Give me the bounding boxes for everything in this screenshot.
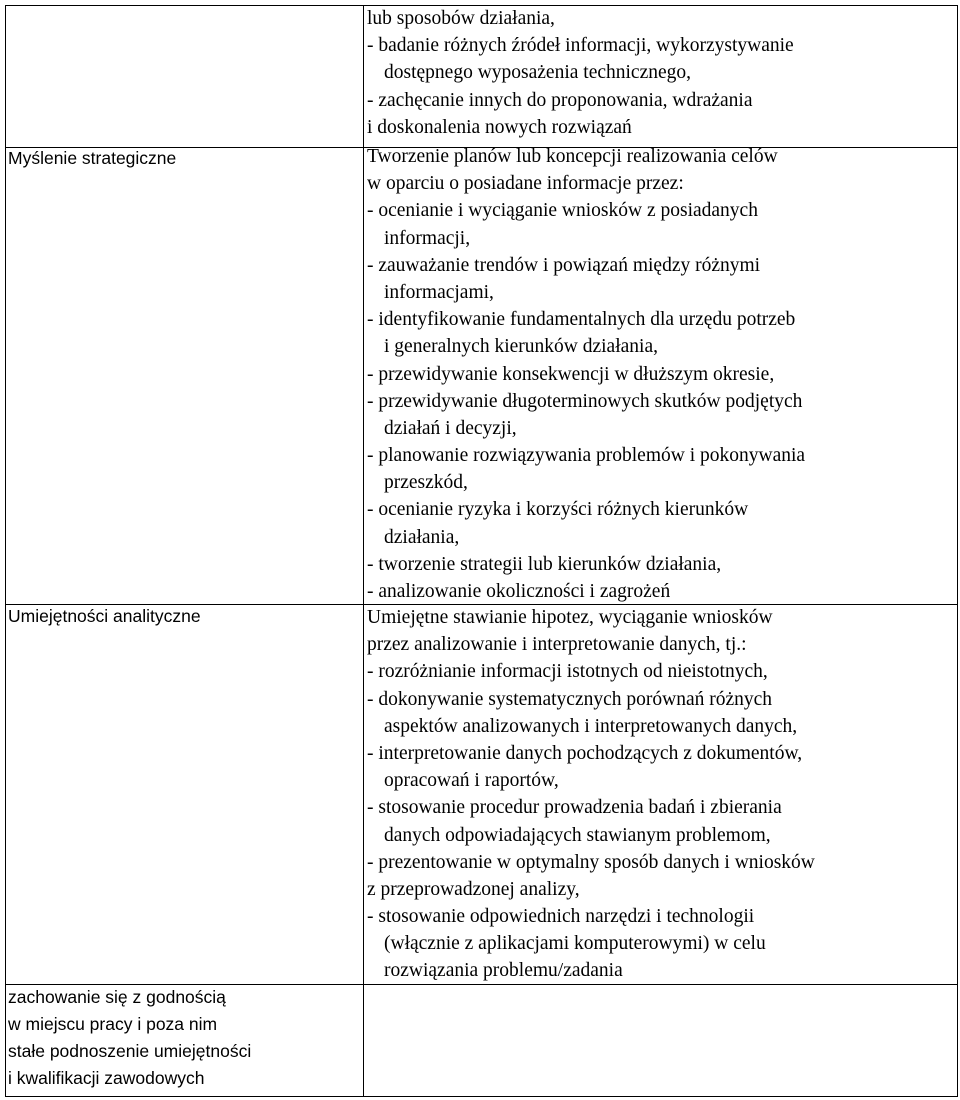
- content-line: - analizowanie okoliczności i zagrożeń: [367, 581, 671, 602]
- row-content-analytical-skills: [367, 604, 949, 985]
- content-line: przez analizowanie i interpretowanie danych, tj.:: [367, 634, 747, 656]
- content-line: i generalnych kierunków działania,: [384, 336, 658, 358]
- content-line: - planowanie rozwiązywania problemów i pokonywania: [367, 445, 806, 467]
- content-line: i doskonalenia nowych rozwiązań: [367, 116, 632, 138]
- label-line: w miejscu pracy i poza nim: [8, 1014, 218, 1034]
- content-line: - przewidywanie długoterminowych skutków podjętych: [367, 390, 803, 412]
- label-line: Umiejętności analityczne: [8, 606, 201, 626]
- content-line: - zauważanie trendów i powiązań między różnymi: [367, 254, 761, 276]
- content-line: z przeprowadzonej analizy,: [367, 878, 580, 900]
- content-line: w oparciu o posiadane informacje przez:: [367, 173, 684, 195]
- competency-label-professional-conduct: [8, 984, 348, 1092]
- content-line: - stosowanie procedur prowadzenia badań i zbierania: [367, 797, 782, 819]
- label-line: zachowanie się z godnością: [8, 987, 226, 1007]
- content-line: rozwiązania problemu/zadania: [384, 960, 623, 982]
- competency-label-analytical-skills: [8, 603, 348, 630]
- content-line: Umiejętne stawianie hipotez, wyciąganie wniosków: [367, 607, 773, 628]
- label-line: i kwalifikacji zawodowych: [8, 1068, 205, 1088]
- content-line: (włącznie z aplikacjami komputerowymi) w celu: [384, 933, 766, 955]
- content-line: przeszkód,: [384, 472, 468, 494]
- content-line: - tworzenie strategii lub kierunków działania,: [367, 553, 722, 575]
- content-line: działań i decyzji,: [384, 417, 517, 439]
- competency-label-strategic-thinking: [8, 145, 348, 172]
- content-line: - prezentowanie w optymalny sposób danych i wniosków: [367, 851, 815, 873]
- content-line: - rozróżnianie informacji istotnych od nieistotnych,: [367, 661, 768, 683]
- content-line: działania,: [384, 526, 460, 548]
- content-line: Tworzenie planów lub koncepcji realizowania celów: [367, 146, 778, 167]
- content-line: - stosowanie odpowiednich narzędzi i technologii: [367, 906, 755, 928]
- content-line: - identyfikowanie fundamentalnych dla urzędu potrzeb: [367, 309, 796, 331]
- content-line: lub sposobów działania,: [367, 8, 555, 29]
- content-line: - zachęcanie innych do proponowania, wdrażania: [367, 89, 753, 111]
- content-line: informacjami,: [384, 281, 494, 303]
- content-line: opracowań i raportów,: [384, 770, 559, 792]
- content-line: aspektów analizowanych i interpretowanych danych,: [384, 715, 798, 737]
- label-line: Myślenie strategiczne: [8, 148, 177, 168]
- content-line: - ocenianie i wyciąganie wniosków z posiadanych: [367, 200, 758, 222]
- content-line: danych odpowiadających stawianym problemom,: [384, 824, 771, 846]
- content-line: - dokonywanie systematycznych porównań różnych: [367, 688, 773, 710]
- row-content-strategic-thinking: [367, 143, 949, 605]
- label-line: stałe podnoszenie umiejętności: [8, 1041, 252, 1061]
- content-line: - przewidywanie konsekwencji w dłuższym okresie,: [367, 363, 775, 385]
- column-divider: [363, 6, 364, 1096]
- content-line: - interpretowanie danych pochodzących z dokumentów,: [367, 742, 803, 764]
- content-line: - badanie różnych źródeł informacji, wykorzystywanie: [367, 35, 794, 57]
- row-content-continuation: [367, 5, 949, 141]
- content-line: dostępnego wyposażenia technicznego,: [384, 62, 692, 84]
- content-line: - ocenianie ryzyka i korzyści różnych kierunków: [367, 499, 749, 521]
- content-line: informacji,: [384, 227, 471, 249]
